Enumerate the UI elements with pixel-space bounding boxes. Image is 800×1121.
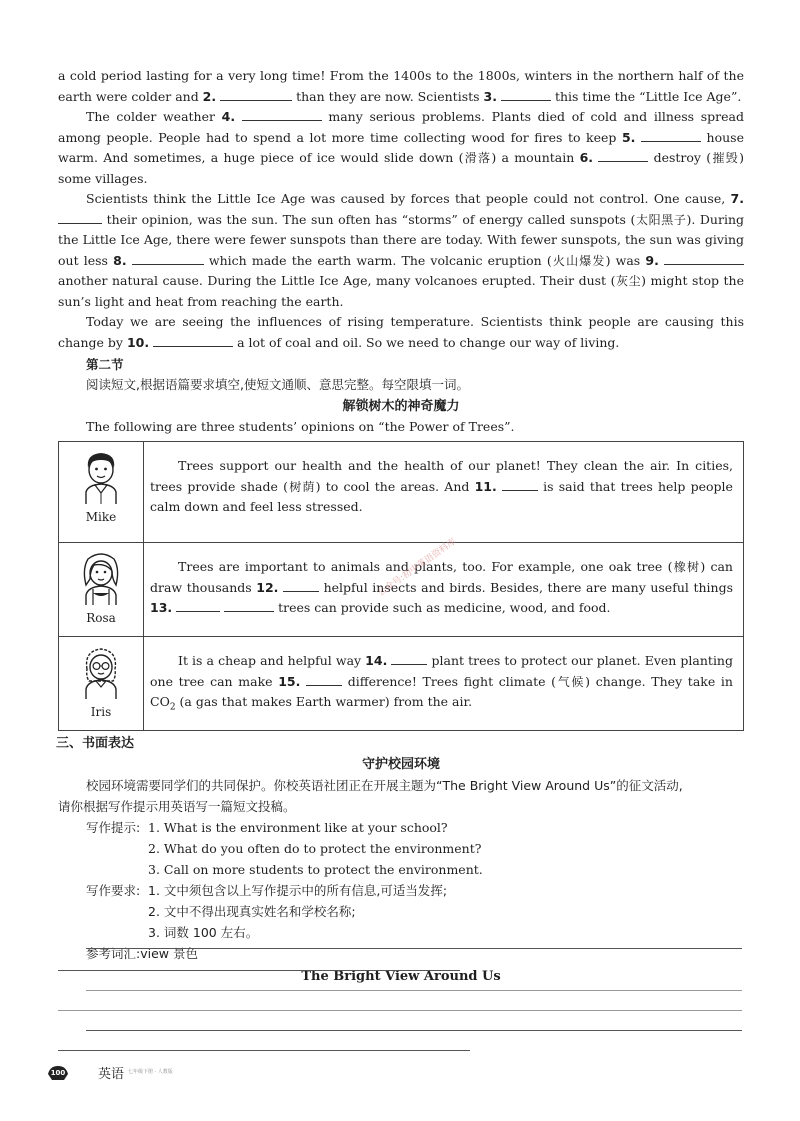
question-number: 9.: [645, 252, 659, 268]
opinion-text: [144, 442, 744, 543]
writing-requirements: [86, 880, 744, 943]
passage-paragraph-2: [58, 107, 744, 189]
passage-paragraph-4: [58, 312, 744, 353]
student-name: Rosa: [86, 611, 116, 625]
footer-small-text: 七年级下册 · 人教版: [128, 1069, 173, 1075]
question-number: 6.: [579, 150, 594, 165]
requirement-item: 2. 文中不得出现真实姓名和学校名称;: [148, 904, 356, 919]
writing-line[interactable]: [86, 948, 742, 949]
answer-blank[interactable]: [176, 599, 220, 612]
text: ) can draw thousands: [150, 559, 733, 595]
question-number: 12.: [256, 579, 279, 595]
answer-blank[interactable]: [220, 88, 292, 101]
text: (a gas that makes Earth warmer) from the air.: [175, 694, 473, 709]
question-number: 13.: [150, 600, 173, 615]
text: ) might stop the sun’s light and heat from reaching the earth.: [58, 273, 744, 309]
essay-title: The Bright View Around Us: [301, 969, 501, 984]
answer-blank-continued[interactable]: [224, 599, 274, 612]
passage-paragraph-1: [58, 66, 744, 107]
hint-item: 1. What is the environment like at your school?: [148, 820, 448, 835]
chinese-gloss: 滑落: [463, 151, 492, 165]
answer-blank[interactable]: [58, 211, 102, 224]
writing-line[interactable]: [86, 990, 742, 991]
chinese-gloss: 火山爆发: [551, 253, 606, 268]
avatar-cell: [59, 442, 144, 543]
question-number: 2.: [202, 88, 217, 104]
text: helpful insects and birds. Besides, there are many useful things: [319, 579, 733, 595]
text: their opinion, was the sun. The sun often has “storms” of energy called sunspots (: [102, 211, 636, 227]
girl-avatar-icon: [78, 549, 124, 605]
text: The colder weather: [86, 109, 222, 124]
hints-label: 写作提示:: [86, 820, 141, 835]
text: trees can provide such as medicine, wood, and food.: [274, 600, 611, 615]
text: a cold period lasting for a very long time! From the 1400s to the 1800s, winters in the northern half of the earth were colder and: [58, 68, 744, 104]
text: 请你根据写作提示用英语写一篇短文投稿。: [58, 799, 296, 814]
writing-line[interactable]: [58, 970, 460, 971]
text: plant trees to protect our planet. Even planting one tree can make: [150, 653, 733, 689]
writing-line[interactable]: [58, 1050, 470, 1051]
text: Scientists think the Little Ice Age was caused by forces that people could not control. One cause,: [86, 191, 731, 206]
writing-hints: [86, 817, 744, 880]
text: difference! Trees fight climate (: [342, 673, 557, 689]
answer-blank[interactable]: [501, 88, 551, 101]
watermark: 公众号:初中英语资料库: [376, 536, 459, 599]
writing-line[interactable]: [58, 1010, 742, 1011]
answer-blank[interactable]: [306, 673, 342, 686]
avatar-cell: [59, 637, 144, 731]
reference-vocab: 参考词汇:view 景色: [86, 946, 198, 961]
answer-blank[interactable]: [641, 129, 701, 142]
page-number-badge-icon: [46, 1062, 70, 1082]
answer-blank[interactable]: [242, 108, 322, 121]
text: ). During the Little Ice Age, there were fewer sunspots than there are today. With fewer sunspots, the sun was giving out less: [58, 211, 745, 268]
text: ) to cool the areas. And: [315, 478, 475, 494]
text: Trees are important to animals and plants, too. For example, one oak tree (: [178, 559, 673, 574]
text: many serious problems. Plants died of cold and illness spread among people. People had to spend a lot more time collecting wood for fires to keep: [58, 109, 744, 145]
girl-with-glasses-avatar-icon: [78, 643, 124, 699]
writing-heading: 三、书面表达: [56, 736, 135, 751]
question-number: 11.: [474, 478, 497, 494]
writing-line[interactable]: [86, 1030, 742, 1031]
answer-blank[interactable]: [283, 579, 319, 592]
page-number: 100: [50, 1069, 66, 1077]
text: ) some villages.: [58, 150, 744, 186]
requirement-item: 3. 词数 100 左右。: [148, 925, 259, 940]
answer-blank[interactable]: [598, 149, 648, 162]
question-number: 3.: [483, 88, 497, 104]
writing-prompt: [58, 796, 744, 817]
text: ) a mountain: [491, 150, 580, 165]
text: ) change. They take in CO: [150, 673, 733, 709]
question-number: 7.: [730, 191, 744, 206]
reading-intro: The following are three students’ opinions on “the Power of Trees”.: [86, 419, 515, 434]
answer-blank[interactable]: [664, 252, 744, 265]
question-number: 14.: [365, 653, 388, 668]
text: this time the “Little Ice Age”.: [550, 88, 742, 104]
chinese-gloss: 橡树: [672, 560, 701, 574]
avatar-cell: [59, 543, 144, 637]
chinese-gloss: 气候: [556, 674, 586, 689]
text: destroy (: [648, 150, 712, 165]
text: ) was: [605, 252, 646, 268]
hint-item: 2. What do you often do to protect the environment?: [148, 841, 482, 856]
text: than they are now. Scientists: [292, 88, 484, 104]
boy-avatar-icon: [78, 448, 124, 504]
table-row: [59, 543, 744, 637]
opinion-text: [144, 543, 744, 637]
page-content: [58, 66, 744, 988]
text: is said that trees help people calm down and feel less stressed.: [150, 478, 733, 514]
page-footer: [46, 1062, 173, 1082]
chinese-gloss: 灰尘: [615, 274, 642, 288]
table-row: [59, 637, 744, 731]
text: house warm. And sometimes, a huge piece of ice would slide down (: [58, 129, 744, 165]
question-number: 8.: [113, 252, 127, 268]
text: Trees support our health and the health of our planet! They clean the air. In cities, trees provide shade (: [150, 458, 733, 494]
chinese-gloss: 树荫: [287, 479, 316, 494]
text: Today we are seeing the influences of rising temperature. Scientists think people are causing this change by: [58, 314, 744, 350]
writing-prompt: [58, 775, 744, 796]
writing-title: 守护校园环境: [361, 757, 440, 772]
answer-blank[interactable]: [502, 478, 538, 491]
question-number: 4.: [221, 109, 236, 124]
subject-label: 英语: [98, 1066, 125, 1082]
question-number: 15.: [278, 673, 301, 689]
opinions-table: [58, 441, 744, 731]
question-number: 10.: [126, 334, 150, 350]
instruction: 阅读短文,根据语篇要求填空,使短文通顺、意思完整。每空限填一词。: [86, 377, 469, 392]
text: which made the earth warm. The volcanic eruption (: [203, 252, 552, 268]
requirement-item: 1. 文中须包含以上写作提示中的所有信息,可适当发挥;: [148, 883, 448, 898]
passage-paragraph-3: [58, 189, 744, 312]
text: It is a cheap and helpful way: [178, 653, 366, 668]
section-title: 第二节: [86, 357, 124, 372]
table-row: [59, 442, 744, 543]
hint-item: 3. Call on more students to protect the environment.: [148, 862, 483, 877]
reading-title: 解锁树木的神奇魔力: [342, 399, 460, 414]
answer-blank[interactable]: [391, 652, 427, 665]
student-name: Mike: [85, 510, 117, 524]
chinese-gloss: 太阳黑子: [635, 212, 687, 227]
text: another natural cause. During the Little Ice Age, many volcanoes erupted. Their dust (: [58, 273, 616, 288]
text: a lot of coal and oil. So we need to change our way of living.: [233, 334, 620, 350]
requirements-label: 写作要求:: [86, 883, 141, 898]
subscript: 2: [169, 702, 176, 713]
answer-blank[interactable]: [132, 252, 204, 265]
opinion-text: [144, 637, 744, 731]
chinese-gloss: 摧毁: [711, 151, 740, 165]
student-name: Iris: [90, 705, 112, 719]
question-number: 5.: [621, 129, 636, 145]
text: 校园环境需要同学们的共同保护。你校英语社团正在开展主题为“The Bright View Around Us”的征文活动,: [86, 778, 683, 793]
answer-blank[interactable]: [153, 334, 233, 347]
